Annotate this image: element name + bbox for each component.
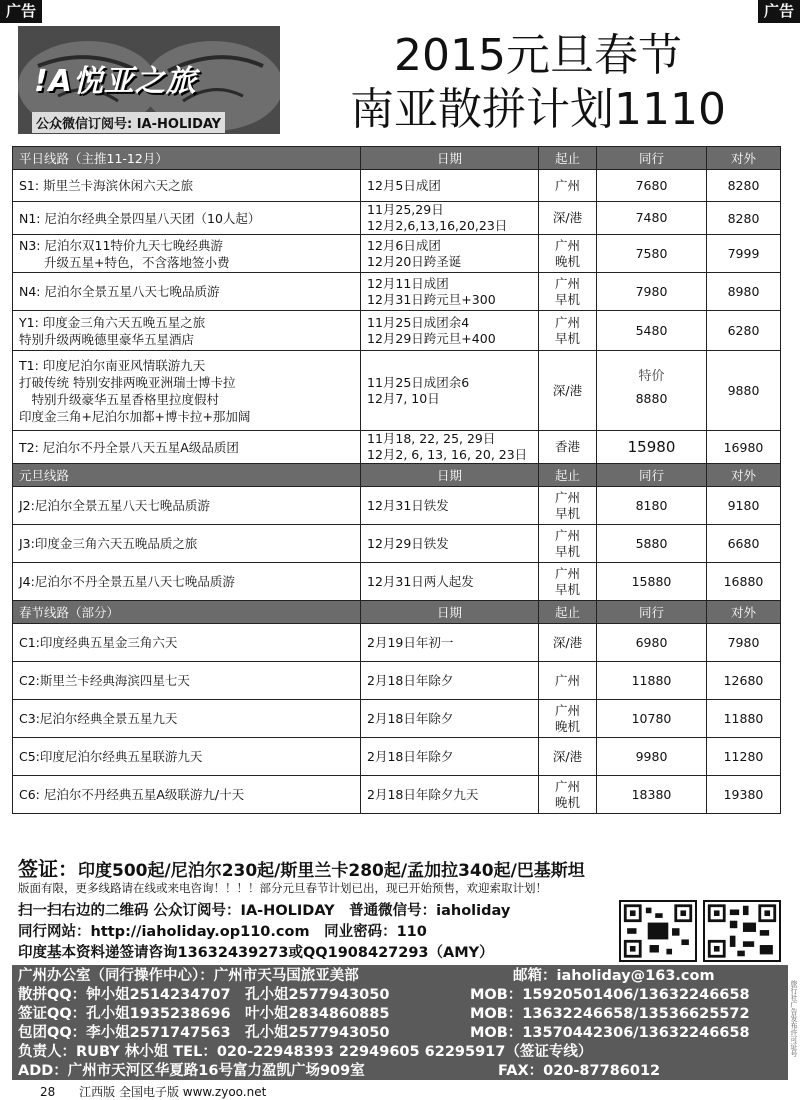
origin-city bbox=[539, 273, 597, 311]
route-name bbox=[13, 776, 361, 814]
departure-date bbox=[361, 431, 539, 464]
origin-city bbox=[539, 235, 597, 273]
origin-city-line: 早机 bbox=[554, 581, 580, 597]
section-header bbox=[13, 147, 781, 170]
page-number: 28 bbox=[40, 1085, 56, 1099]
departure-date-line: 12月5日成团 bbox=[367, 177, 441, 193]
contact-wechat: 扫一扫右边的二维码 公众订阅号：IA-HOLIDAY 普通微信号：iaholiday bbox=[18, 903, 511, 919]
header-origin: 起止 bbox=[539, 601, 597, 624]
route-name bbox=[13, 487, 361, 525]
departure-date bbox=[361, 624, 539, 662]
trade-price-value: 15980 bbox=[627, 438, 676, 456]
table-row bbox=[13, 235, 781, 273]
table-row bbox=[13, 738, 781, 776]
trade-price-value: 5880 bbox=[635, 535, 668, 551]
departure-date bbox=[361, 487, 539, 525]
departure-date-line: 12月31日跨元旦+300 bbox=[367, 291, 496, 307]
table-row bbox=[13, 563, 781, 601]
page-footer bbox=[40, 1083, 266, 1100]
trade-price bbox=[597, 525, 707, 563]
route-name-line: N3: 尼泊尔双11特价九天七晚经典游 bbox=[19, 237, 223, 253]
header-trade: 同行 bbox=[597, 601, 707, 624]
table-row bbox=[13, 487, 781, 525]
public-price: 12680 bbox=[707, 662, 781, 700]
origin-city bbox=[539, 431, 597, 464]
origin-city-line: 广州 bbox=[554, 275, 580, 291]
origin-city-line: 广州 bbox=[554, 702, 580, 718]
special-tag: 特价 bbox=[638, 369, 665, 384]
origin-city-line: 晚机 bbox=[554, 794, 580, 810]
route-name bbox=[13, 235, 361, 273]
site-link[interactable]: 全国电子版 www.zyoo.net bbox=[118, 1085, 267, 1099]
trade-price bbox=[597, 662, 707, 700]
trade-price bbox=[597, 700, 707, 738]
public-price: 6680 bbox=[707, 525, 781, 563]
route-name-line: 特别升级两晚德里豪华五星酒店 bbox=[19, 331, 195, 347]
office-add: ADD：广州市天河区华夏路16号富力盈凯广场909室 bbox=[18, 1063, 365, 1079]
departure-date-line: 2月18日年除夕 bbox=[367, 710, 454, 726]
trade-price bbox=[597, 738, 707, 776]
origin-city-line: 深/港 bbox=[552, 382, 583, 398]
table-row bbox=[13, 311, 781, 351]
origin-city-line: 广州 bbox=[554, 527, 580, 543]
trade-price-value: 15880 bbox=[631, 573, 672, 589]
origin-city bbox=[539, 202, 597, 235]
route-name bbox=[13, 738, 361, 776]
origin-city bbox=[539, 351, 597, 431]
header-date: 日期 bbox=[361, 464, 539, 487]
public-price: 16880 bbox=[707, 563, 781, 601]
header-date: 日期 bbox=[361, 601, 539, 624]
trade-price bbox=[597, 235, 707, 273]
origin-city bbox=[539, 525, 597, 563]
origin-city-line: 广州 bbox=[554, 778, 580, 794]
public-price: 9880 bbox=[707, 351, 781, 431]
page-title-line1: 2015元旦春节 bbox=[394, 30, 682, 81]
visa-mobile: MOB：13632246658/13536625572 bbox=[470, 1006, 750, 1022]
page-title-line2: 南亚散拼计划1110 bbox=[350, 84, 726, 135]
visa-text: 印度500起/尼泊尔230起/斯里兰卡280起/孟加拉340起/巴基斯坦 bbox=[78, 861, 585, 881]
origin-city-line: 深/港 bbox=[552, 634, 583, 650]
origin-city-line: 广州 bbox=[554, 237, 580, 253]
brand-logo bbox=[18, 26, 280, 134]
route-name-line: T2: 尼泊尔不丹全景八天五星A级品质团 bbox=[19, 439, 239, 455]
public-price: 7999 bbox=[707, 235, 781, 273]
trade-price-value: 7980 bbox=[635, 283, 668, 299]
brand-subtitle: 公众微信订阅号: IA-HOLIDAY bbox=[32, 112, 225, 133]
route-name-line: C6: 尼泊尔不丹经典五星A级联游九/十天 bbox=[19, 787, 245, 802]
header-trade: 同行 bbox=[597, 464, 707, 487]
route-name-line: T1: 印度尼泊尔南亚风情联游九天 bbox=[19, 357, 206, 373]
group-mobile: MOB：13570442306/13632246658 bbox=[470, 1025, 750, 1041]
notice-text: 版面有限，更多线路请在线或来电咨询！！！！部分元旦春节计划已出，现已开始预售，欢迎索取计划！ bbox=[18, 881, 547, 895]
office-address: 广州办公室（同行操作中心）：广州市天马国旅亚美部 bbox=[18, 968, 359, 984]
departure-date bbox=[361, 273, 539, 311]
trade-price bbox=[597, 487, 707, 525]
contact-block bbox=[18, 901, 618, 964]
departure-date-line: 12月11日成团 bbox=[367, 275, 449, 291]
departure-date-line: 11月25,29日 bbox=[367, 202, 444, 217]
public-price: 11280 bbox=[707, 738, 781, 776]
origin-city-line: 早机 bbox=[554, 505, 580, 521]
route-name-line: J4:尼泊尔不丹全景五星八天七晚品质游 bbox=[19, 574, 235, 589]
departure-date bbox=[361, 700, 539, 738]
route-name bbox=[13, 662, 361, 700]
departure-date bbox=[361, 738, 539, 776]
section-title: 元旦线路 bbox=[13, 464, 361, 487]
departure-date-line: 2月18日年除夕 bbox=[367, 672, 454, 688]
route-name-line: 特别升级豪华五星香格里拉度假村 bbox=[19, 391, 220, 407]
visa-prices bbox=[18, 853, 788, 882]
route-name-line: N1: 尼泊尔经典全景四星八天团（10人起） bbox=[19, 210, 261, 226]
departure-date-line: 12月2, 6, 13, 16, 20, 23日 bbox=[367, 447, 528, 462]
origin-city-line: 早机 bbox=[554, 330, 580, 346]
table-row bbox=[13, 170, 781, 202]
route-name bbox=[13, 202, 361, 235]
trade-price bbox=[597, 624, 707, 662]
table-row bbox=[13, 525, 781, 563]
route-name-line: J2:尼泊尔全景五星八天七晚品质游 bbox=[19, 498, 210, 513]
origin-city bbox=[539, 487, 597, 525]
public-price: 8980 bbox=[707, 273, 781, 311]
table-row bbox=[13, 700, 781, 738]
trade-price-value: 10780 bbox=[631, 710, 672, 726]
origin-city-line: 早机 bbox=[554, 291, 580, 307]
origin-city-line: 广州 bbox=[554, 565, 580, 581]
origin-city bbox=[539, 563, 597, 601]
contact-visa-docs: 印度基本资料递签请咨询13632439273或QQ1908427293（AMY） bbox=[18, 945, 494, 961]
trade-price-value: 9980 bbox=[635, 748, 668, 764]
side-note: 旅行社广告发布许可证号 bbox=[790, 980, 798, 1057]
visa-qq: 签证QQ：孔小姐1935238696 叶小姐2834860885 bbox=[18, 1006, 390, 1022]
origin-city bbox=[539, 311, 597, 351]
departure-date-line: 11月18, 22, 25, 29日 bbox=[367, 431, 496, 446]
origin-city-line: 晚机 bbox=[554, 718, 580, 734]
header-origin: 起止 bbox=[539, 147, 597, 170]
route-name bbox=[13, 170, 361, 202]
route-name-line: 升级五星+特色，不含落地签小费 bbox=[19, 254, 230, 270]
trade-price-value: 7580 bbox=[635, 245, 668, 261]
header-public: 对外 bbox=[707, 601, 781, 624]
departure-date-line: 2月18日年除夕九天 bbox=[367, 786, 479, 802]
header-trade: 同行 bbox=[597, 147, 707, 170]
departure-date bbox=[361, 563, 539, 601]
departure-date-line: 12月20日跨圣诞 bbox=[367, 253, 462, 269]
origin-city-line: 广州 bbox=[554, 489, 580, 505]
origin-city-line: 早机 bbox=[554, 543, 580, 559]
header-date: 日期 bbox=[361, 147, 539, 170]
departure-date bbox=[361, 662, 539, 700]
trade-price bbox=[597, 202, 707, 235]
origin-city-line: 香港 bbox=[554, 439, 580, 454]
origin-city bbox=[539, 776, 597, 814]
origin-city-line: 广州 bbox=[554, 177, 580, 193]
table-row bbox=[13, 351, 781, 431]
departure-date-line: 12月31日两人起发 bbox=[367, 573, 474, 589]
header-public: 对外 bbox=[707, 147, 781, 170]
route-name bbox=[13, 311, 361, 351]
ad-label-right: 广告 bbox=[758, 0, 800, 23]
route-name bbox=[13, 700, 361, 738]
route-name-line: C3:尼泊尔经典全景五星九天 bbox=[19, 711, 178, 726]
departure-date bbox=[361, 235, 539, 273]
origin-city-line: 广州 bbox=[554, 314, 580, 330]
contact-website[interactable]: 同行网站：http://iaholiday.op110.com 同业密码：110 bbox=[18, 924, 427, 940]
origin-city-line: 广州 bbox=[554, 672, 580, 688]
section-title: 平日线路（主推11-12月） bbox=[13, 147, 361, 170]
visa-label: 签证： bbox=[18, 857, 78, 881]
trade-price-value: 8180 bbox=[635, 497, 668, 513]
departure-date-line: 2月18日年除夕 bbox=[367, 748, 454, 764]
departure-date-line: 12月2,6,13,16,20,23日 bbox=[367, 218, 508, 233]
trade-price bbox=[597, 311, 707, 351]
tour-qq: 散拼QQ：钟小姐2514234707 孔小姐2577943050 bbox=[18, 987, 390, 1003]
route-name bbox=[13, 273, 361, 311]
trade-price bbox=[597, 351, 707, 431]
section-title: 春节线路（部分） bbox=[13, 601, 361, 624]
ad-label-left: 广告 bbox=[0, 0, 42, 23]
departure-date bbox=[361, 776, 539, 814]
edition: 江西版 bbox=[79, 1085, 116, 1099]
departure-date-line: 11月25日成团余6 bbox=[367, 374, 470, 390]
route-name-line: C5:印度尼泊尔经典五星联游九天 bbox=[19, 749, 203, 764]
route-name-line: 印度金三角+尼泊尔加都+博卡拉+那加阔 bbox=[19, 408, 251, 424]
group-qq: 包团QQ：李小姐2571747563 孔小姐2577943050 bbox=[18, 1025, 390, 1041]
departure-date bbox=[361, 311, 539, 351]
origin-city bbox=[539, 662, 597, 700]
header-public: 对外 bbox=[707, 464, 781, 487]
tour-mobile: MOB：15920501406/13632246658 bbox=[470, 987, 750, 1003]
trade-price-value: 8880 bbox=[635, 391, 668, 406]
qr-code-icon bbox=[619, 900, 697, 962]
departure-date-line: 12月29日跨元旦+400 bbox=[367, 330, 496, 346]
departure-date bbox=[361, 525, 539, 563]
public-price: 8280 bbox=[707, 202, 781, 235]
origin-city-line: 深/港 bbox=[552, 210, 583, 225]
qr-code-icon-2 bbox=[703, 900, 781, 962]
table-row bbox=[13, 662, 781, 700]
origin-city bbox=[539, 738, 597, 776]
route-name bbox=[13, 624, 361, 662]
header-origin: 起止 bbox=[539, 464, 597, 487]
public-price: 7980 bbox=[707, 624, 781, 662]
route-name-line: 打破传统 特别安排两晚亚洲瑞士博卡拉 bbox=[19, 374, 236, 390]
brand-name: !A悦亚之旅 bbox=[34, 64, 197, 99]
route-name-line: S1: 斯里兰卡海滨休闲六天之旅 bbox=[19, 178, 194, 193]
route-name bbox=[13, 563, 361, 601]
origin-city-line: 深/港 bbox=[552, 748, 583, 764]
trade-price bbox=[597, 170, 707, 202]
public-price: 19380 bbox=[707, 776, 781, 814]
origin-city bbox=[539, 170, 597, 202]
table-row bbox=[13, 776, 781, 814]
section-header bbox=[13, 464, 781, 487]
departure-date-line: 12月6日成团 bbox=[367, 237, 441, 253]
origin-city-line: 晚机 bbox=[554, 253, 580, 269]
table-row bbox=[13, 202, 781, 235]
origin-city bbox=[539, 624, 597, 662]
route-name-line: C2:斯里兰卡经典海滨四星七天 bbox=[19, 673, 190, 688]
header bbox=[18, 22, 780, 144]
departure-date-line: 11月25日成团余4 bbox=[367, 314, 470, 330]
table-row bbox=[13, 624, 781, 662]
public-price: 11880 bbox=[707, 700, 781, 738]
public-price: 8280 bbox=[707, 170, 781, 202]
trade-price bbox=[597, 273, 707, 311]
public-price: 9180 bbox=[707, 487, 781, 525]
departure-date-line: 12月31日铁发 bbox=[367, 497, 449, 513]
manager-phone: 负责人：RUBY 林小姐 TEL：020-22948393 22949605 62295917（签证专线） bbox=[18, 1044, 593, 1060]
trade-price-value: 6980 bbox=[635, 634, 668, 650]
public-price: 6280 bbox=[707, 311, 781, 351]
public-price: 16980 bbox=[707, 431, 781, 464]
trade-price-value: 5480 bbox=[635, 322, 668, 338]
office-contact-panel bbox=[12, 965, 788, 1080]
table-row bbox=[13, 273, 781, 311]
trade-price-value: 18380 bbox=[631, 786, 672, 802]
trade-price bbox=[597, 431, 707, 464]
trade-price bbox=[597, 776, 707, 814]
route-name-line: J3:印度金三角六天五晚品质之旅 bbox=[19, 536, 198, 551]
departure-date bbox=[361, 351, 539, 431]
trade-price-value: 7680 bbox=[635, 177, 668, 193]
departure-date bbox=[361, 202, 539, 235]
departure-date-line: 12月7, 10日 bbox=[367, 390, 440, 406]
office-fax: FAX：020-87786012 bbox=[498, 1063, 661, 1079]
route-name bbox=[13, 351, 361, 431]
routes-table bbox=[12, 146, 781, 814]
section-header bbox=[13, 601, 781, 624]
route-name bbox=[13, 525, 361, 563]
route-name-line: N4: 尼泊尔全景五星八天七晚品质游 bbox=[19, 284, 220, 299]
trade-price-value: 11880 bbox=[631, 672, 672, 688]
departure-date bbox=[361, 170, 539, 202]
trade-price bbox=[597, 563, 707, 601]
route-name bbox=[13, 431, 361, 464]
route-name-line: C1:印度经典五星金三角六天 bbox=[19, 635, 178, 650]
office-email[interactable]: 邮箱：iaholiday@163.com bbox=[513, 968, 715, 984]
table-row bbox=[13, 431, 781, 464]
route-name-line: Y1: 印度金三角六天五晚五星之旅 bbox=[19, 314, 206, 330]
departure-date-line: 2月19日年初一 bbox=[367, 634, 454, 650]
departure-date-line: 12月29日铁发 bbox=[367, 535, 449, 551]
origin-city bbox=[539, 700, 597, 738]
trade-price-value: 7480 bbox=[635, 210, 668, 225]
